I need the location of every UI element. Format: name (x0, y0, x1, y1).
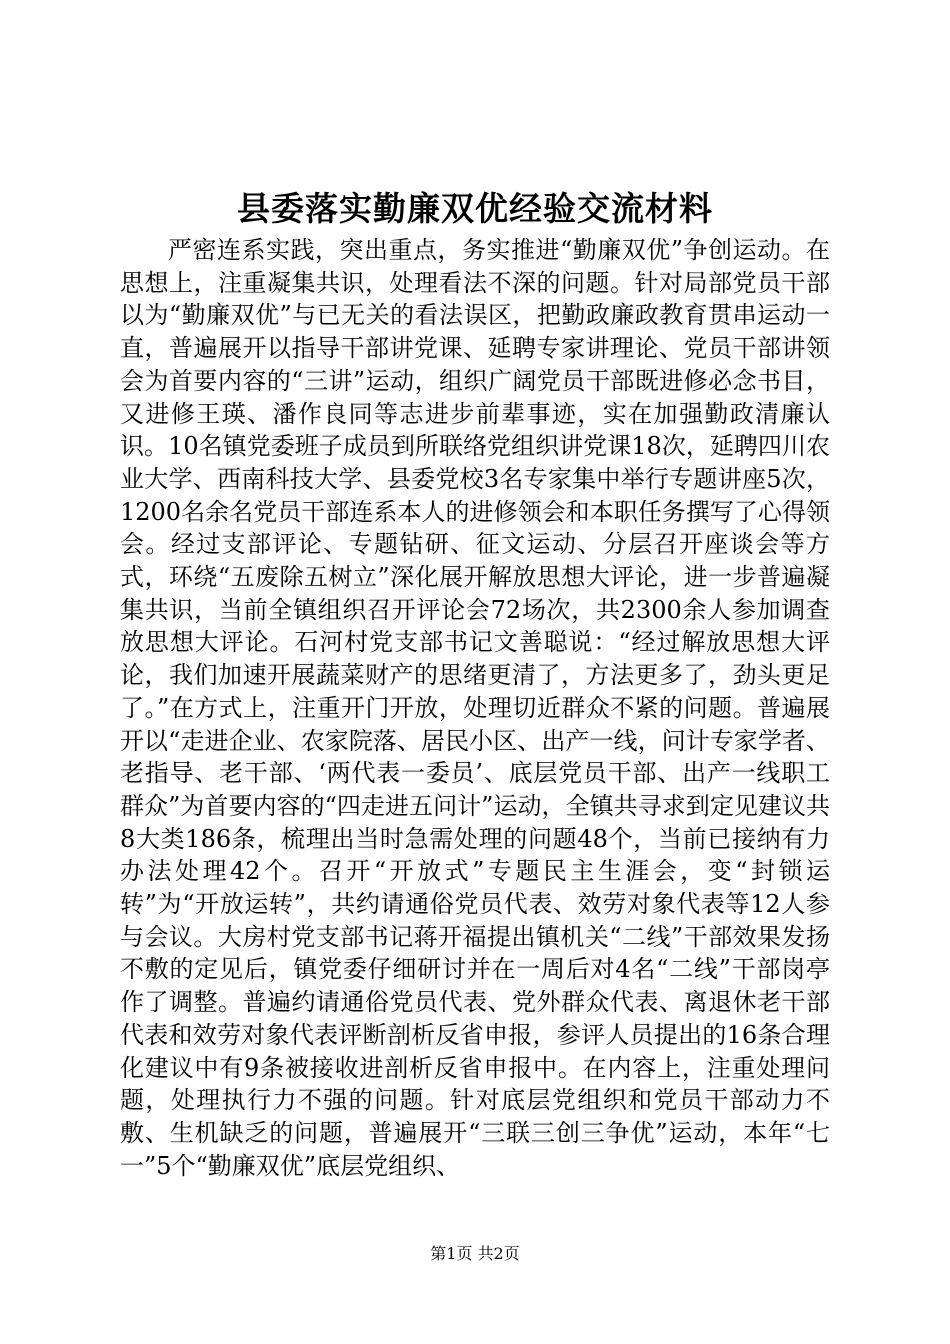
document-body-paragraph: 严密连系实践，突出重点，务实推进“勤廉双优”争创运动。在思想上，注重凝集共识，处理看法不深的问题。针对局部党员干部以为“勤廉双优”与已无关的看法误区，把勤政廉政教育贯串运动一直，普遍展开以指导干部讲党课、延聘专家讲理论、党员干部讲领会为首要内容的“三讲”运动，组织广阔党员干部既进修必念书目，又进修王瑛、潘作良同等志进步前辈事迹，实在加强勤政清廉认识。10名镇党委班子成员到所联络党组织讲党课18次，延聘四川农业大学、西南科技大学、县委党校3名专家集中举行专题讲座5次，1200名余名党员干部连系本人的进修领会和本职任务撰写了心得领会。经过支部评论、专题钻研、征文运动、分层召开座谈会等方式，环绕“五废除五树立”深化展开解放思想大评论，进一步普遍凝集共识，当前全镇组织召开评论会72场次，共2300余人参加调查放思想大评论。石河村党支部书记文善聪说：“经过解放思想大评论，我们加速开展蔬菜财产的思绪更清了，方法更多了，劲头更足了。”在方式上，注重开门开放，处理切近群众不紧的问题。普遍展开以“走进企业、农家院落、居民小区、出产一线，问计专家学者、老指导、老干部、‘两代表一委员’、底层党员干部、出产一线职工群众”为首要内容的“四走进五问计”运动，全镇共寻求到定见建议共8大类186条，梳理出当时急需处理的问题48个，当前已接纳有力办法处理42个。召开“开放式”专题民主生涯会，变“封锁运转”为“开放运转”，共约请通俗党员代表、效劳对象代表等12人参与会议。大房村党支部书记蒋开福提出镇机关“二线”干部效果发扬不敷的定见后，镇党委仔细研讨并在一周后对4名“二线”干部岗亭作了调整。普遍约请通俗党员代表、党外群众代表、离退休老干部代表和效劳对象代表评断剖析反省申报，参评人员提出的16条合理化建议中有9条被接收进剖析反省申报中。在内容上，注重处理问题，处理执行力不强的问题。针对底层党组织和党员干部动力不敷、生机缺乏的问题，普遍展开“三联三创三争优”运动，本年“七一”5个“勤廉双优”底层党组织、 (120, 236, 830, 1180)
document-title: 县委落实勤廉双优经验交流材料 (237, 189, 713, 228)
page-indicator: 第1页 共2页 (430, 1244, 520, 1263)
